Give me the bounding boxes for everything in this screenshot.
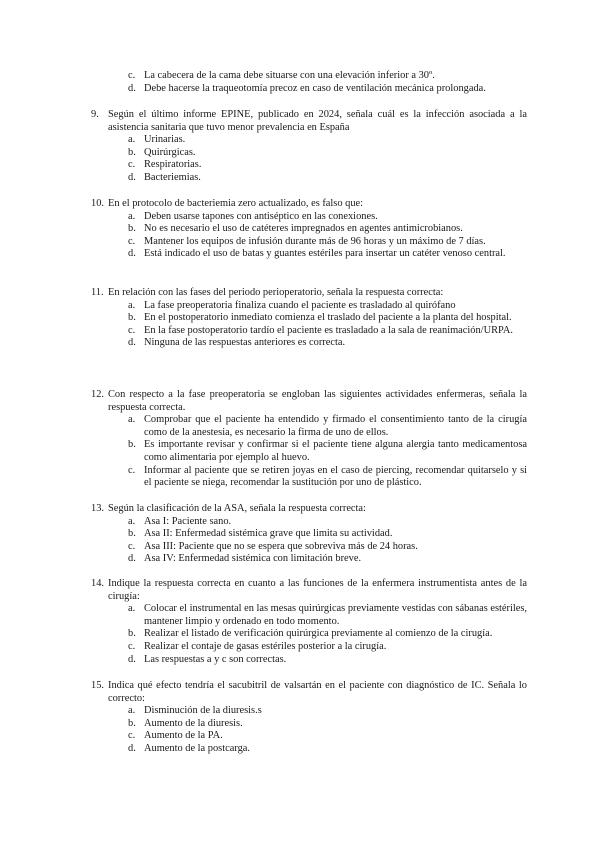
option — [91, 159, 527, 172]
question-stem — [91, 287, 527, 300]
option-letter: d. — [128, 653, 136, 665]
question-number: 15. — [91, 680, 104, 691]
option — [91, 83, 527, 96]
option-letter: a. — [128, 705, 136, 717]
option-letter: c. — [128, 730, 136, 742]
option-letter: c. — [128, 640, 136, 652]
option — [91, 465, 527, 490]
question-13 — [91, 503, 527, 566]
option — [91, 312, 527, 325]
option — [91, 248, 527, 261]
option-letter: b. — [128, 223, 136, 235]
option-text: Aumento de la diuresis. — [144, 717, 243, 729]
question-11 — [91, 287, 527, 350]
option-letter: a. — [128, 210, 136, 222]
question-10 — [91, 198, 527, 261]
question-stem — [91, 578, 527, 603]
option — [91, 528, 527, 541]
option — [91, 553, 527, 566]
option-letter: b. — [128, 528, 136, 540]
option-text: Comprobar que el paciente ha entendido y firmado el consentimiento tanto de la cirugía como de la anestesia, es necesario la firma de uno de ellos. — [144, 414, 527, 438]
question-9 — [91, 109, 527, 185]
option-letter: d. — [128, 553, 136, 565]
option-letter: c. — [128, 70, 136, 81]
option — [91, 730, 527, 743]
option-text: Deben usarse tapones con antiséptico en las conexiones. — [144, 210, 378, 222]
option-letter: a. — [128, 414, 136, 426]
option — [91, 641, 527, 654]
option-text: Mantener los equipos de infusión durante más de 96 horas y un máximo de 7 días. — [144, 235, 486, 247]
option — [91, 516, 527, 529]
question-14 — [91, 578, 527, 666]
option — [91, 705, 527, 718]
option-text: Realizar el listado de verificación quirúrgica previamente al comienzo de la cirugía. — [144, 628, 493, 640]
option-text: Debe hacerse la traqueotomía precoz en caso de ventilación mecánica prolongada. — [144, 82, 486, 94]
option-list — [91, 516, 527, 566]
option — [91, 236, 527, 249]
option — [91, 414, 527, 439]
option-text: Respiratorias. — [144, 159, 202, 171]
option-list — [91, 705, 527, 755]
option-text: Urinarias. — [144, 134, 186, 146]
question-number: 14. — [91, 578, 104, 589]
option-letter: d. — [128, 337, 136, 349]
option-text: Aumento de la PA. — [144, 730, 223, 742]
option — [91, 439, 527, 464]
option-letter: b. — [128, 439, 136, 451]
option — [91, 743, 527, 756]
option-letter: d. — [128, 248, 136, 260]
option-text: En el postoperatorio inmediato comienza el traslado del paciente a la planta del hospital. — [144, 312, 512, 324]
option-letter: a. — [128, 299, 136, 311]
option-text: En la fase postoperatorio tardío el paciente es trasladado a la sala de reanimación/URPA. — [144, 324, 513, 336]
option — [91, 211, 527, 224]
question-text: Según la clasificación de la ASA, señala la respuesta correcta: — [108, 503, 366, 514]
question-stem — [91, 680, 527, 705]
option-text: Quirúrgicas. — [144, 146, 196, 158]
question-number: 9. — [91, 109, 99, 120]
question-number: 12. — [91, 389, 104, 400]
option-letter: b. — [128, 628, 136, 640]
option — [91, 147, 527, 160]
option-letter: c. — [128, 324, 136, 336]
option-letter: c. — [128, 235, 136, 247]
question-stem — [91, 389, 527, 414]
question-text: En relación con las fases del periodo perioperatorio, señala la respuesta correcta: — [108, 287, 444, 298]
option — [91, 134, 527, 147]
option — [91, 603, 527, 628]
question-text: En el protocolo de bacteriemia zero actualizado, es falso que: — [108, 198, 364, 209]
option — [91, 70, 527, 83]
option-text: Es importante revisar y confirmar si el paciente tiene alguna alergia tanto medicamentosa como alimentaria por ejemplo al huevo. — [144, 439, 527, 463]
question-number: 13. — [91, 503, 104, 514]
option-text: Realizar el contaje de gasas estériles posterior a la cirugía. — [144, 640, 387, 652]
option-text: Aumento de la postcarga. — [144, 742, 250, 754]
option-text: Informar al paciente que se retiren joyas en el caso de piercing, recomendar quitarselo y si el paciente se niega, recomendar la sustitución por uno de plástico. — [144, 464, 527, 489]
option — [91, 337, 527, 350]
option-letter: c. — [128, 464, 136, 476]
option — [91, 325, 527, 338]
option — [91, 718, 527, 731]
question-number: 10. — [91, 198, 104, 209]
option-text: Asa I: Paciente sano. — [144, 515, 232, 527]
option-text: Disminución de la diuresis.s — [144, 705, 262, 717]
option — [91, 654, 527, 667]
question-text: Indique la respuesta correcta en cuanto a las funciones de la enfermera instrumentista antes de la cirugía: — [108, 578, 527, 602]
option-text: Bacteriemias. — [144, 171, 201, 183]
option-letter: d. — [128, 171, 136, 183]
option — [91, 628, 527, 641]
option — [91, 541, 527, 554]
option-letter: d. — [128, 82, 136, 94]
option-list — [91, 134, 527, 184]
option-letter: b. — [128, 146, 136, 158]
option-letter: a. — [128, 515, 136, 527]
option-list — [91, 300, 527, 350]
option-text: Asa II: Enfermedad sistémica grave que limita su actividad. — [144, 528, 393, 540]
option-text: Está indicado el uso de batas y guantes estériles para insertar un catéter venoso central. — [144, 248, 506, 260]
option-letter: b. — [128, 312, 136, 324]
question-number: 11. — [91, 287, 104, 298]
option-text: Las respuestas a y c son correctas. — [144, 653, 287, 665]
option-text: La fase preoperatoria finaliza cuando el paciente es trasladado al quirófano — [144, 299, 456, 311]
question-stem — [91, 503, 527, 516]
option-letter: d. — [128, 742, 136, 754]
leading-options — [91, 70, 527, 95]
option-letter: c. — [128, 159, 136, 171]
option — [91, 172, 527, 185]
option — [91, 300, 527, 313]
question-15 — [91, 680, 527, 756]
question-text: Con respecto a la fase preoperatoria se engloban las siguientes actividades enfermeras, señala la respuesta correcta. — [108, 389, 527, 413]
question-text: Según el último informe EPINE, publicado en 2024, señala cuál es la infección asociada a la asistencia sanitaria que tuvo menor prevalencia en España — [108, 109, 527, 133]
option-text: La cabecera de la cama debe situarse con una elevación inferior a 30º. — [144, 70, 435, 81]
option-text: Ninguna de las respuestas anteriores es correcta. — [144, 337, 346, 349]
option-list — [91, 603, 527, 666]
question-text: Indica qué efecto tendría el sacubitril de valsartán en el paciente con diagnóstico de IC. Señala lo correcto: — [108, 680, 527, 704]
option-text: Asa III: Paciente que no se espera que sobreviva más de 24 horas. — [144, 540, 418, 552]
question-stem — [91, 109, 527, 134]
question-12 — [91, 389, 527, 490]
option — [91, 223, 527, 236]
option-text: Colocar el instrumental en las mesas quirúrgicas previamente vestidas con sábanas estériles, mantener limpio y ordenado en todo momento. — [144, 603, 527, 627]
option-list — [91, 414, 527, 490]
option-letter: c. — [128, 540, 136, 552]
option-letter: a. — [128, 603, 136, 615]
option-text: Asa IV: Enfermedad sistémica con limitación breve. — [144, 553, 362, 565]
option-letter: a. — [128, 134, 136, 146]
option-letter: b. — [128, 717, 136, 729]
question-stem — [91, 198, 527, 211]
option-text: No es necesario el uso de catéteres impregnados en agentes antimicrobianos. — [144, 223, 463, 235]
option-list — [91, 211, 527, 261]
